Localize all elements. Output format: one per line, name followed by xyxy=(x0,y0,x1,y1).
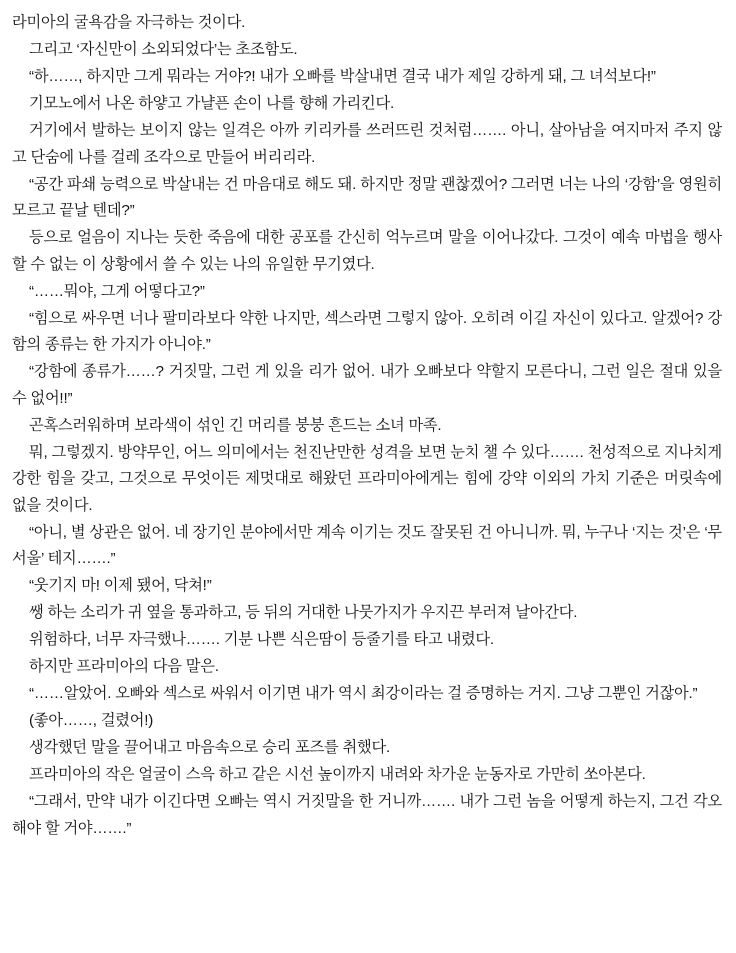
paragraph: 라미아의 굴욕감을 자극하는 것이다. xyxy=(12,14,246,31)
paragraph: 쌩 하는 소리가 귀 옆을 통과하고, 등 뒤의 거대한 나뭇가지가 우지끈 부러져 날아간다. xyxy=(29,604,578,621)
paragraph: 등으로 얼음이 지나는 듯한 죽음에 대한 공포를 간신히 억누르며 말을 이어나갔다. 그것이 예속 마법을 행사할 수 없는 이 상황에서 쓸 수 있는 나의 유일한 무기였다. xyxy=(12,229,722,273)
paragraph: “힘으로 싸우면 너나 팔미라보다 약한 나지만, 섹스라면 그렇지 않아. 오히려 이길 자신이 있다고. 알겠어? 강함의 종류는 한 가지가 아니야.” xyxy=(12,309,722,353)
paragraph: “……뭐야, 그게 어떻다고?” xyxy=(29,282,205,300)
paragraph: “……알았어. 오빠와 섹스로 싸워서 이기면 내가 역시 최강이라는 걸 증명하는 거지. 그냥 그뿐인 거잖아.” xyxy=(29,685,698,702)
paragraph: 곤혹스러워하며 보라색이 섞인 긴 머리를 붕붕 흔드는 소녀 마족. xyxy=(29,416,442,434)
paragraph: 거기에서 발하는 보이지 않는 일격은 아까 키리카를 쓰러뜨린 것처럼……. 아니, 살아남을 여지마저 주지 않고 단숨에 나를 걸레 조각으로 만들어 버리리라. xyxy=(12,122,722,166)
paragraph: 위험하다, 너무 자극했나……. 기분 나쁜 식은땀이 등줄기를 타고 내렸다. xyxy=(29,631,494,648)
paragraph: 기모노에서 나온 하얗고 가냘픈 손이 나를 향해 가리킨다. xyxy=(29,95,394,112)
paragraph: 하지만 프라미아의 다음 말은. xyxy=(29,658,219,675)
paragraph: “강함에 종류가……? 거짓말, 그런 게 있을 리가 없어. 내가 오빠보다 약할지 모른다니, 그런 일은 절대 있을 수 없어!!” xyxy=(12,363,722,407)
paragraph: 생각했던 말을 끌어내고 마음속으로 승리 포즈를 취했다. xyxy=(29,739,390,756)
paragraph: “그래서, 만약 내가 이긴다면 오빠는 역시 거짓말을 한 거니까……. 내가 그런 놈을 어떻게 하는지, 그건 각오해야 할 거야…….” xyxy=(12,793,722,837)
paragraph: “웃기지 마! 이제 됐어, 닥쳐!” xyxy=(29,577,212,594)
paragraph: “하……, 하지만 그게 뭐라는 거야?! 내가 오빠를 박살내면 결국 내가 제일 강하게 돼, 그 녀석보다!” xyxy=(29,68,656,85)
paragraph: “아니, 별 상관은 없어. 네 장기인 분야에서만 계속 이기는 것도 잘못된 건 아니니까. 뭐, 누구나 ‘지는 것’은 ‘무서울’ 테지…….” xyxy=(12,523,722,567)
paragraph: 그리고 ‘자신만이 소외되었다’는 초조함도. xyxy=(29,41,298,58)
paragraph: 프라미아의 작은 얼굴이 스윽 하고 같은 시선 높이까지 내려와 차가운 눈동자로 가만히 쏘아본다. xyxy=(29,766,646,783)
paragraph: 뭐, 그렇겠지. 방약무인, 어느 의미에서는 천진난만한 성격을 보면 눈치 챌 수 있다……. 천성적으로 지나치게 강한 힘을 갖고, 그것으로 무엇이든 제멋대로 해왔던 프라미아에게는 힘에 강약 이외의 가치 기준은 머릿속에 없을 것이다. xyxy=(12,443,722,514)
paragraph: (좋아……, 걸렸어!) xyxy=(29,712,154,729)
paragraph: “공간 파쇄 능력으로 박살내는 건 마음대로 해도 돼. 하지만 정말 괜찮겠어? 그러면 너는 나의 ‘강함’을 영원히 모르고 끝날 텐데?” xyxy=(12,175,722,219)
